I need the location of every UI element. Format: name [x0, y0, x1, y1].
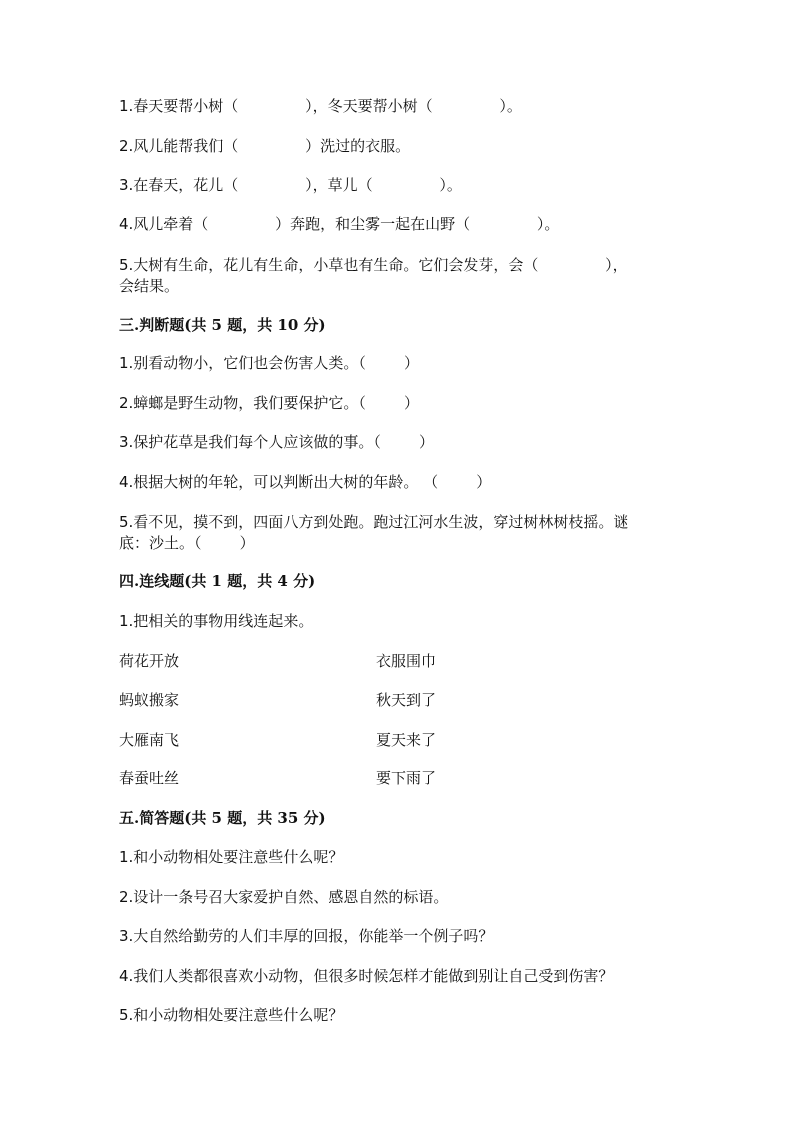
match-right-item: 秋天到了 [376, 691, 437, 709]
match-left-item: 荷花开放 [119, 652, 180, 670]
judge-question-5-line-2: 底：沙土。（ ） [119, 534, 255, 552]
short-question-5: 5.和小动物相处要注意些什么呢？ [119, 1006, 344, 1024]
judge-question-3: 3.保护花草是我们每个人应该做的事。（ ） [119, 433, 434, 451]
short-section-heading: 五.简答题(共 5 题，共 35 分) [119, 809, 326, 827]
short-question-2: 2.设计一条号召大家爱护自然、感恩自然的标语。 [119, 888, 449, 906]
judge-section-heading: 三.判断题(共 5 题，共 10 分) [119, 316, 326, 334]
short-question-3: 3.大自然给勤劳的人们丰厚的回报，你能举一个例子吗？ [119, 927, 494, 945]
match-section-heading: 四.连线题(共 1 题，共 4 分) [119, 572, 316, 590]
match-left-item: 大雁南飞 [119, 731, 180, 749]
match-left-item: 春蚕吐丝 [119, 769, 180, 787]
fill-question-2: 2.风儿能帮我们（ ）洗过的衣服。 [119, 137, 411, 155]
fill-question-4: 4.风儿牵着（ ）奔跑，和尘雾一起在山野（ ）。 [119, 215, 560, 233]
fill-question-3: 3.在春天，花儿（ ），草儿（ ）。 [119, 176, 462, 194]
fill-question-1: 1.春天要帮小树（ ），冬天要帮小树（ ）。 [119, 97, 522, 115]
judge-question-2: 2.蟑螂是野生动物，我们要保护它。（ ） [119, 394, 419, 412]
short-question-1: 1.和小动物相处要注意些什么呢？ [119, 848, 344, 866]
match-right-item: 衣服围巾 [376, 652, 437, 670]
judge-question-4: 4.根据大树的年轮，可以判断出大树的年龄。 （ ） [119, 473, 492, 491]
fill-question-5-line-1: 5.大树有生命，花儿有生命，小草也有生命。它们会发芽，会（ ）， [119, 256, 628, 274]
fill-question-5-line-2: 会结果。 [119, 277, 180, 295]
match-question-1: 1.把相关的事物用线连起来。 [119, 612, 314, 630]
judge-question-1: 1.别看动物小，它们也会伤害人类。（ ） [119, 354, 419, 372]
match-left-item: 蚂蚁搬家 [119, 691, 180, 709]
match-right-item: 夏天来了 [376, 731, 437, 749]
match-right-item: 要下雨了 [376, 769, 437, 787]
judge-question-5-line-1: 5.看不见，摸不到，四面八方到处跑。跑过江河水生波，穿过树林树枝摇。谜 [119, 513, 629, 531]
short-question-4: 4.我们人类都很喜欢小动物，但很多时候怎样才能做到别让自己受到伤害？ [119, 967, 614, 985]
